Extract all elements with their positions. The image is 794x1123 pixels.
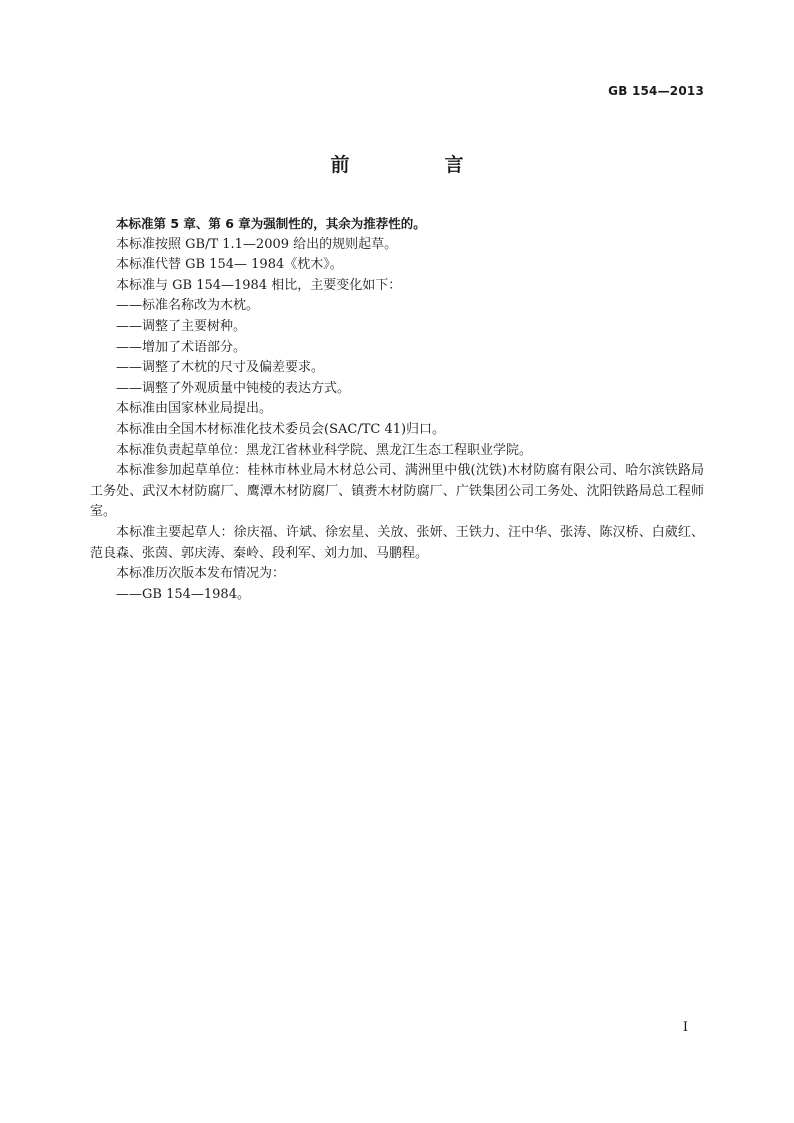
foreword-body: [90, 214, 704, 605]
paragraph-replaces: 本标准代替 GB 154— 1984《枕木》。: [116, 257, 343, 273]
list-item-change: ——调整了主要树种。: [116, 318, 247, 334]
paragraph-changes-intro: 本标准与 GB 154—1984 相比，主要变化如下：: [116, 277, 402, 293]
paragraph-main-drafters: 本标准主要起草人：徐庆福、许斌、徐宏星、关放、张妍、王铁力、汪中华、张涛、陈汉桥、白葳红、范良森、张茵、郭庆涛、秦岭、段利军、刘力加、马鹏程。: [90, 524, 704, 561]
list-item-previous-version: ——GB 154—1984。: [116, 586, 250, 602]
list-item-change: ——增加了术语部分。: [116, 339, 247, 355]
paragraph-proposed-by: 本标准由国家林业局提出。: [116, 401, 273, 417]
paragraph-responsible-drafters: 本标准负责起草单位：黑龙江省林业科学院、黑龙江生态工程职业学院。: [116, 442, 533, 458]
page-number: I: [682, 1020, 688, 1035]
list-item-change: ——标准名称改为木枕。: [116, 298, 260, 314]
list-item-change: ——调整了外观质量中钝棱的表达方式。: [116, 380, 351, 396]
paragraph-drafting-rules: 本标准按照 GB/T 1.1—2009 给出的规则起草。: [116, 236, 398, 252]
list-item-change: ——调整了木枕的尺寸及偏差要求。: [116, 360, 325, 376]
document-code: GB 154—2013: [608, 84, 704, 98]
paragraph-technical-committee: 本标准由全国木材标准化技术委员会(SAC/TC 41)归口。: [116, 421, 446, 437]
paragraph-mandatory-chapters: 本标准第 5 章、第 6 章为强制性的，其余为推荐性的。: [116, 216, 426, 231]
paragraph-participating-drafters: 本标准参加起草单位：桂林市林业局木材总公司、满洲里中俄(沈铁)木材防腐有限公司、哈尔滨铁路局工务处、武汉木材防腐厂、鹰潭木材防腐厂、镇赉木材防腐厂、广铁集团公司工务处、沈阳铁路局总工程师室。: [90, 463, 704, 520]
paragraph-version-history: 本标准历次版本发布情况为：: [116, 566, 286, 582]
page-title: 前 言: [330, 154, 502, 176]
